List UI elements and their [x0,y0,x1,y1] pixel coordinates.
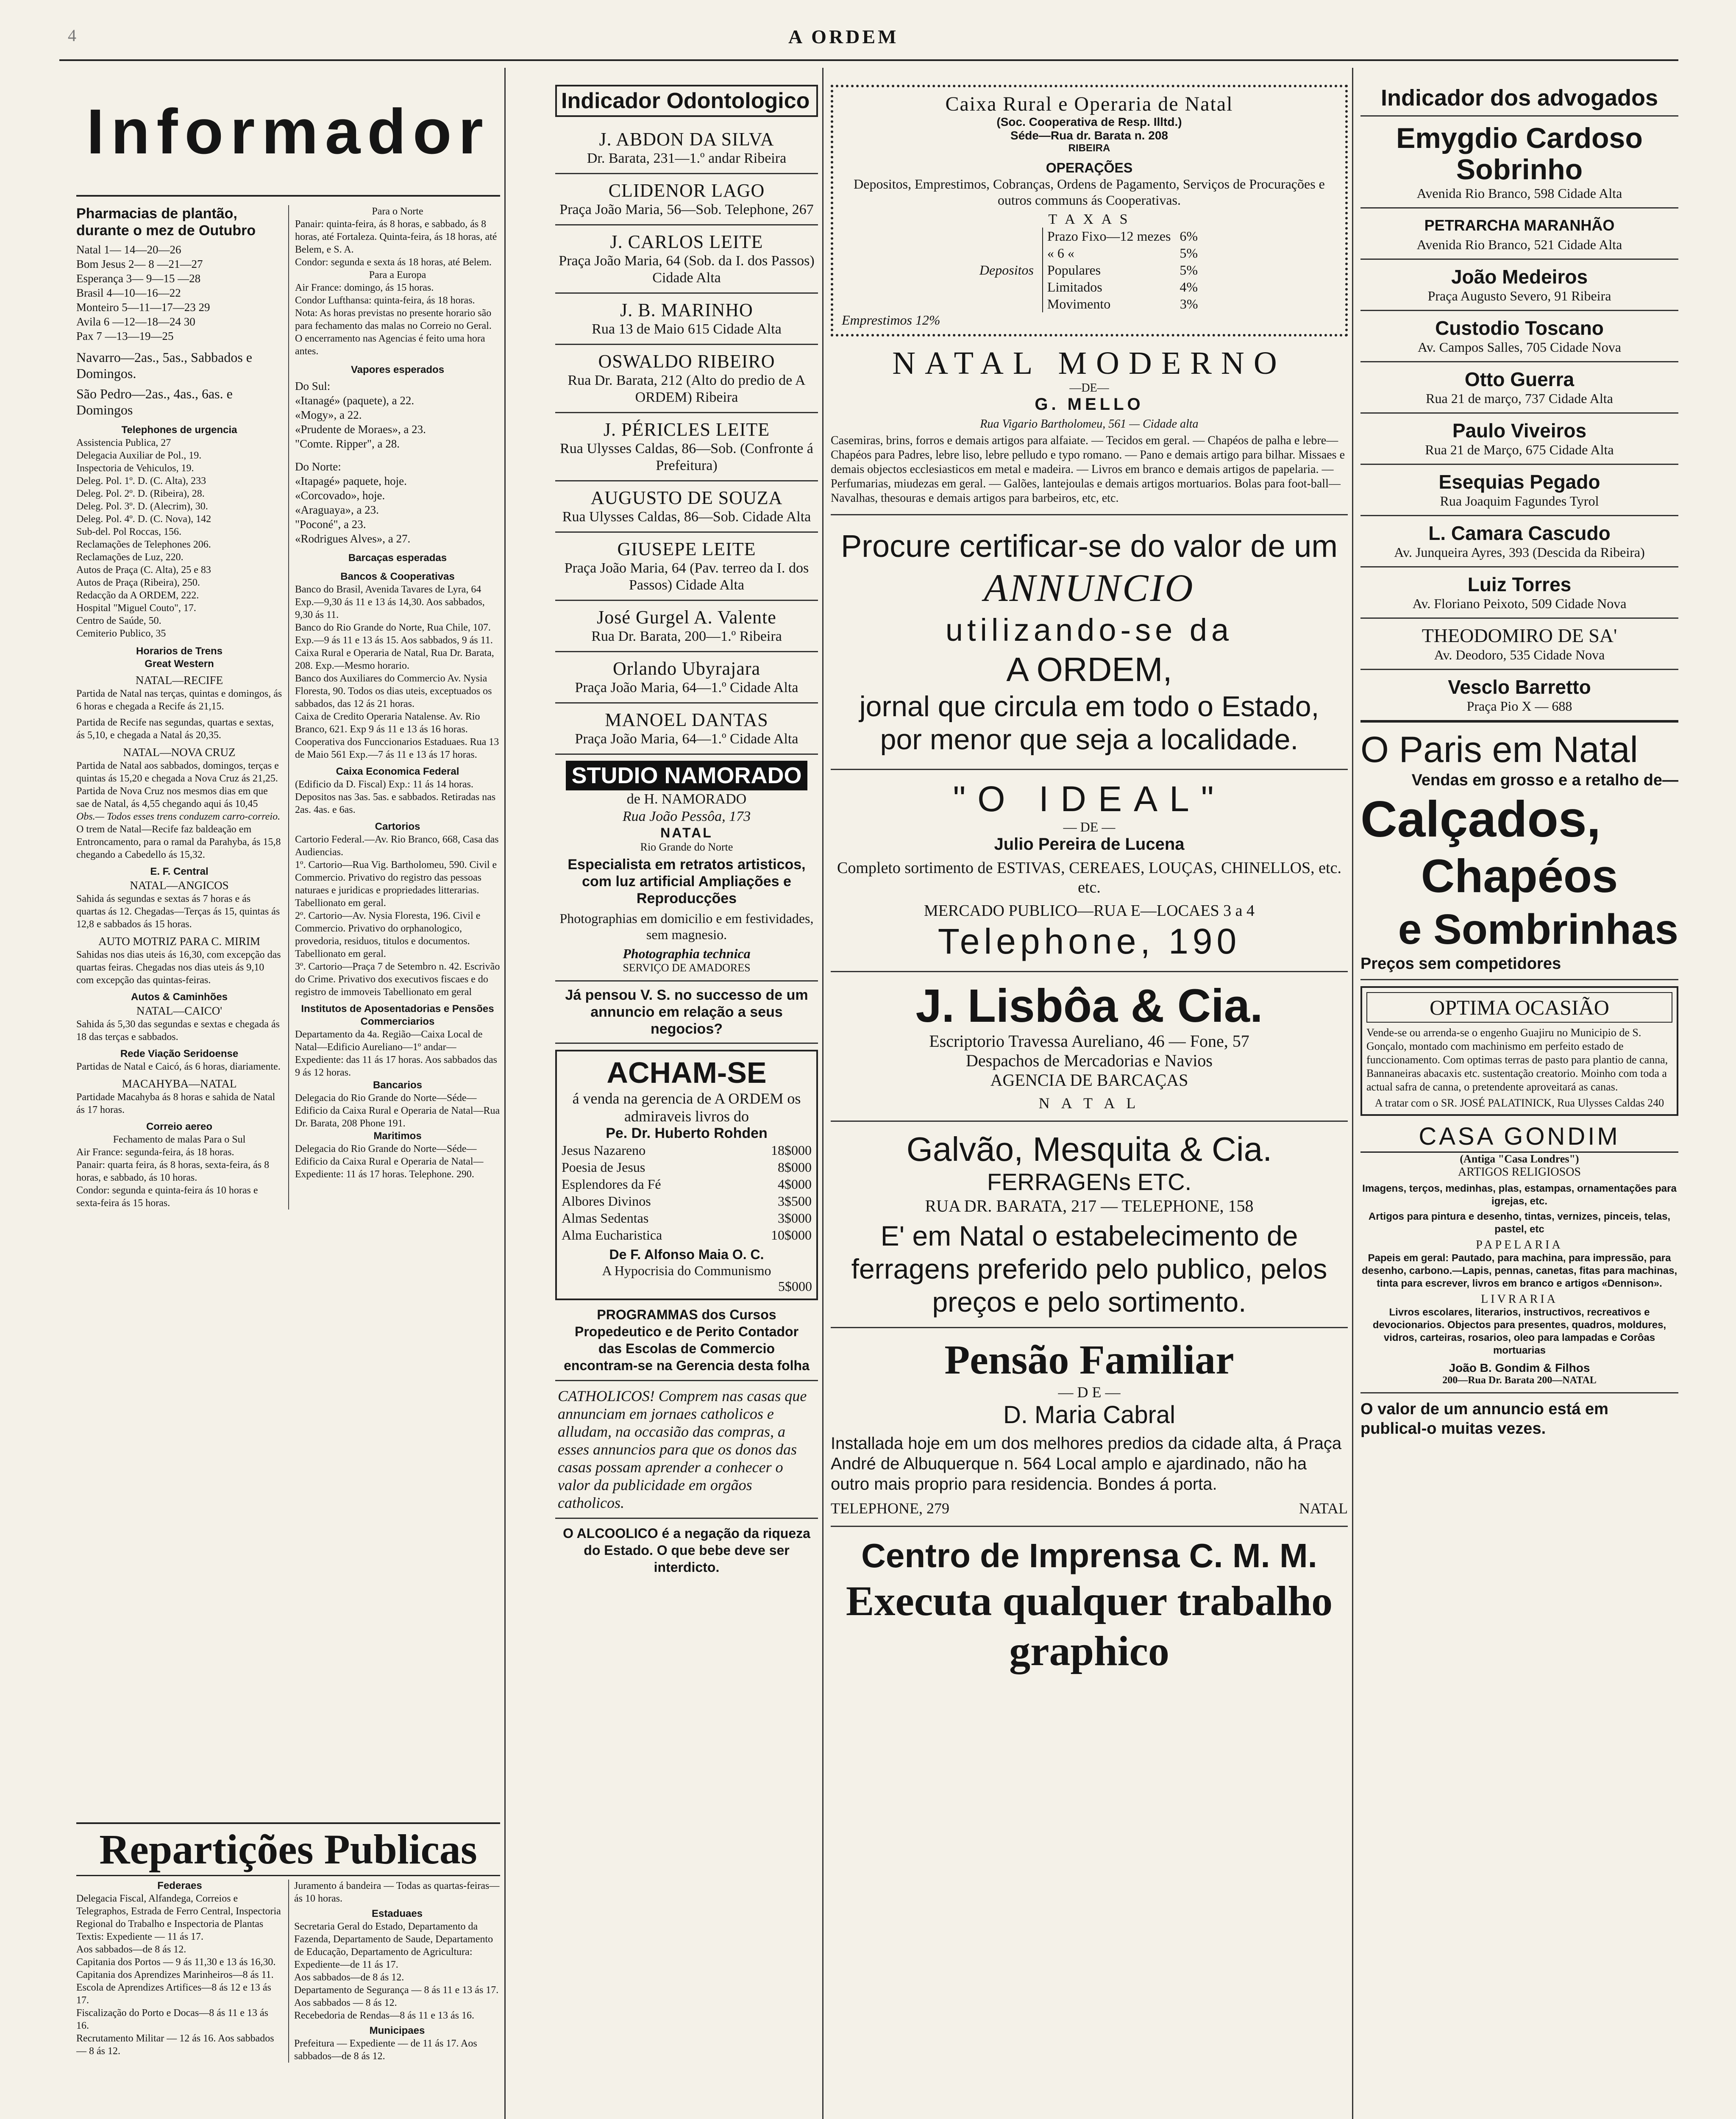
list-item: Natal 1— 14—20—26 [76,243,181,256]
list-item: «Prudente de Moraes», a 23. [295,423,426,436]
advogados-title: Indicador dos advogados [1380,85,1658,111]
telefones-list [76,437,282,640]
federaes-entry: Capitania dos Aprendizes Marinheiros—8 ás 11. [76,1969,274,1980]
ideal-address: MERCADO PUBLICO—RUA E—LOCAES 3 a 4 [924,902,1255,920]
advogado-entry: Esequias Pegado Rua Joaquim Fagundes Tyrol [1360,465,1678,516]
federaes-entry: Escola de Aprendizes Artifices—8 ás 12 e 13 ás 17. [76,1982,271,2006]
correio-line: Air France: segunda-feira, ás 18 horas. [76,1147,234,1158]
gondim-text3: Papeis em geral: Pautado, para machina, para impressão, para desenho, carbono.—Lapis, pennas, canetas, fitas para machinas, tinta para escrever, livros em branco e artigos «Dennison». [1361,1252,1678,1289]
optima-contact: A tratar com o SR. JOSÉ PALATINICK, Rua Ulysses Caldas 240 [1374,1097,1664,1109]
caixa-rural-ad [831,85,1348,336]
masthead [0,25,1736,51]
estaduaes-entry: Secretaria Geral do Estado, Departamento da Fazenda, Departamento de Saude, Departamento de Educação, Departamento de Agricultura: [294,1921,493,1958]
correio-title: Correio aereo [146,1121,213,1132]
successo-ad: Já pensou V. S. no successo de um annuncio em relação a seus negocios? [555,982,818,1044]
alcoolico-ad: O ALCOOLICO é a negação da riqueza do Estado. O que bebe deve ser interdicto. [563,1526,810,1575]
cartorio-entry: Cartorio Federal.—Av. Rio Branco, 668, Casa das Audiencias. [295,834,499,858]
centro-line1: Centro de Imprensa C. M. M. [861,1537,1317,1574]
studio-photos: Photographias em domicilio e em festividades, sem magnesio. [559,911,814,942]
federaes-entry: Capitania dos Portos — 9 ás 11,30 e 13 ás 16,30. [76,1957,276,1968]
acham-se-other-author: De F. Alfonso Maia O. C. [609,1247,764,1262]
pensao-city: NATAL [1299,1500,1348,1517]
paris-ad [1360,723,1678,980]
ideal-text: Completo sortimento de ESTIVAS, CEREAES, LOUÇAS, CHINELLOS, etc. etc. [837,859,1341,896]
valor-ad: O valor de um annuncio está em publical-o muitas vezes. [1360,1400,1608,1438]
table-row: Movimento 3% [1047,296,1198,311]
gondim-text1: Imagens, terços, medinhas, plas, estampas, ornamentações para igrejas, etc. [1362,1183,1677,1207]
dentist-entry: J. CARLOS LEITE Praça João Maria, 64 (Sob. da I. dos Passos) Cidade Alta [555,225,818,294]
list-item: "Comte. Ripper", a 28. [295,437,400,450]
dentist-entry: Orlando Ubyrajara Praça João Maria, 64—1.º Cidade Alta [555,652,818,704]
centro-ad [831,1527,1348,1685]
catholicos-ad: CATHOLICOS! Comprem nas casas que annunciam em jornaes catholicos e alludam, na occasião das compras, a esses annuncios para que os donos das casas possam aprender a conhecer o valor da publicidade em orgãos catholicos. [555,1381,818,1519]
acham-se-ad [555,1050,818,1300]
correio-line: Fechamento de malas Para o Sul [113,1134,246,1145]
table-row: Alma Eucharistica 10$000 [562,1227,812,1243]
municipaes-entry: Prefeitura — Expediente — de 11 ás 17. Aos sabbados—de 8 ás 12. [294,2038,477,2062]
list-item: Do Norte: [295,460,341,473]
column-divider [504,68,506,2119]
caixa-rural-depositos: Depositos [979,262,1034,278]
list-item: «Itapagé» paquete, hoje. [295,475,407,487]
advogado-entry: João Medeiros Praça Augusto Severo, 91 Ribeira [1360,260,1678,311]
advogado-entry: Custodio Toscano Av. Campos Salles, 705 Cidade Nova [1360,311,1678,362]
dentist-entry: J. PÉRICLES LEITE Rua Ulysses Caldas, 86—Sob. (Confronte á Prefeitura) [555,413,818,481]
list-item: Do Sul: [295,380,331,392]
great-western-title: Great Western [145,658,214,670]
federaes-entry: Fiscalização do Porto e Docas—8 ás 11 e 13 ás 16. [76,2008,268,2031]
studio-amadores: SERVIÇO DE AMADORES [623,962,751,974]
advogado-entry: L. Camara Cascudo Av. Junqueira Ayres, 393 (Descida da Ribeira) [1360,516,1678,567]
federaes-entry: Aos sabbados—de 8 ás 12. [76,1944,186,1955]
estaduaes-title: Estaduaes [371,1908,423,1919]
table-row: Esplendores da Fé 4$000 [562,1176,812,1192]
table-row: Almas Sedentas 3$000 [562,1210,812,1226]
pensao-owner: D. Maria Cabral [1003,1401,1176,1429]
advogado-entry: Paulo Viveiros Rua 21 de Março, 675 Cidade Alta [1360,414,1678,465]
lisboa-city: N A T A L [1038,1095,1140,1112]
table-row: Poesia de Jesus 8$000 [562,1160,812,1175]
procure-ad [831,515,1348,770]
estaduaes-entry: Expediente—de 11 ás 17. [294,1959,398,1970]
dentist-entry: GIUSEPE LEITE Praça João Maria, 64 (Pav. terreo da I. dos Passos) Cidade Alta [555,533,818,601]
col4 [831,85,1348,2119]
commerciarios-title: Commerciarios [360,1016,435,1027]
ideal-ad [831,770,1348,972]
pharmacias-list [76,242,282,343]
list-item: Redacção da A ORDEM, 222. [76,590,199,601]
barcacas-title: Barcaças esperadas [348,552,447,564]
macahyba-text: Partidade Macahyba ás 8 horas e sahida de Natal ás 17 horas. [76,1092,275,1115]
programmas-ad: PROGRAMMAS dos Cursos Propedeutico e de Perito Contador das Escolas de Commercio encontram-se na Gerencia desta folha [555,1300,818,1381]
dentist-entry: J. B. MARINHO Rua 13 de Maio 615 Cidade Alta [555,294,818,345]
ideal-de: — DE — [1063,819,1116,834]
banco-entry: Banco do Brasil, Avenida Tavares de Lyra, 64 Exp.—9,30 ás 11 e 13 ás 14,30. Aos sabbados, 9,30 ás 11. [295,584,485,620]
correio-norte-line: Nota: As horas previstas no presente horario são para fechamento das malas no Correio no Geral. O encerramento nas Agencias é feito uma hora antes. [295,308,492,357]
galvao-address: RUA DR. BARATA, 217 — TELEPHONE, 158 [925,1196,1254,1215]
route-text: Sahidas nos dias uteis ás 16,30, com excepção das quartas feiras. Chegadas nos dias uteis ás 9,10 com excepção das quintas-feiras. [76,949,281,986]
juramento-text: Juramento á bandeira — Todas as quartas-feiras—ás 10 horas. [294,1880,500,1904]
galvao-title: Galvão, Mesquita & Cia. [906,1130,1272,1168]
table-row: Jesus Nazareno 18$000 [562,1143,812,1158]
procure-ordem: A ORDEM, [1006,651,1172,688]
list-item: Monteiro 5—11—17—23 29 [76,301,210,314]
gondim-livraria: LIVRARIA [1481,1293,1558,1306]
list-item: Sub-del. Pol Roccas, 156. [76,526,181,537]
list-item: Bom Jesus 2— 8 —21—27 [76,258,203,270]
advogado-entry: Emygdio Cardoso Sobrinho Avenida Rio Branco, 598 Cidade Alta [1360,117,1678,209]
natal-moderno-address: Rua Vigario Bartholomeu, 561 — Cidade alta [980,417,1199,431]
galvao-ad [831,1122,1348,1328]
maritimos-title: Maritimos [373,1130,422,1142]
studio-title: STUDIO NAMORADO [566,761,808,790]
ideal-owner: Julio Pereira de Lucena [994,835,1185,854]
studio-specialty: Especialista em retratos artisticos, com luz artificial Ampliações e Reproducções [568,856,806,907]
ideal-title: "O IDEAL" [953,779,1226,819]
list-item: Pax 7 —13—19—25 [76,330,174,342]
gondim-title: CASA GONDIM [1360,1122,1678,1153]
procure-line2: utilizando-se da [945,612,1233,648]
caixa-rural-title: Caixa Rural e Operaria de Natal [945,93,1233,115]
galvao-text: E' em Natal o estabelecimento de ferragens preferido pelo publico, pelos preços e pelo sortimento. [851,1220,1327,1318]
list-item: Autos de Praça (C. Alta), 25 e 83 [76,565,211,576]
column-divider [822,68,823,2119]
list-item: «Rodrigues Alves», a 27. [295,532,411,545]
acham-se-other-price: 5$000 [778,1279,812,1294]
correio-norte-line: Para o Norte [372,206,423,217]
dentist-entry: CLIDENOR LAGO Praça João Maria, 56—Sob. Telephone, 267 [555,174,818,225]
studio-owner: de H. NAMORADO [626,791,747,807]
domingos-2: São Pedro—2as., 4as., 6as. e Domingos [76,386,233,417]
table-row: Populares 5% [1047,262,1198,278]
lisboa-address: Escriptorio Travessa Aureliano, 46 — Fone, 57 [929,1032,1249,1051]
correio-line: Panair: quarta feira, ás 8 horas, sexta-feira, ás 8 horas, e sabbado, ás 10 horas. [76,1160,270,1183]
procure-annuncio: ANNUNCIO [984,566,1195,609]
odontologico-title: Indicador Odontologico [561,89,810,113]
optima-title: OPTIMA OCASIÃO [1366,992,1672,1023]
advogado-entry: Vesclo Barretto Praça Pio X — 688 [1360,670,1678,723]
federaes-entry: Recrutamento Militar — 12 ás 16. Aos sabbados — 8 ás 12. [76,2033,274,2057]
pensao-ad [831,1328,1348,1527]
bancarios-text: Delegacia do Rio Grande do Norte—Séde—Edificio da Caixa Rural e Operaria de Natal—Rua Dr. Barata, 208 Phone 191. [295,1093,500,1129]
pensao-phone: TELEPHONE, 279 [831,1500,949,1517]
estaduaes-entry: Aos sabbados—de 8 ás 12. [294,1972,404,1983]
autos-title: Autos & Caminhões [131,991,228,1003]
vapores-sul [295,379,500,451]
odontologico-header [555,85,818,117]
correio-norte-line: Panair: quinta-feira, ás 8 horas, e sabbado, ás 8 horas, até Fortaleza. Quinta-feira, ás 18 horas, até Belem, e S. A. [295,219,497,255]
gondim-owner: João B. Gondim & Filhos [1449,1361,1590,1374]
dentist-entry: OSWALDO RIBEIRO Rua Dr. Barata, 212 (Alto do predio de A ORDEM) Ribeira [555,345,818,413]
taxas-table [1042,228,1199,312]
list-item: Hospital "Miguel Couto", 17. [76,603,196,614]
macahyba-title: MACAHYBA—NATAL [122,1077,237,1090]
route-text: Sahida ás segundas e sextas ás 7 horas e ás quartas ás 12. Chegadas—Terças ás 15, quintas ás 12,8 e sabbados ás 15 horas. [76,893,280,930]
paris-item: Chapéos [1421,850,1618,902]
acham-se-author: Pe. Dr. Huberto Rohden [606,1125,768,1141]
acham-se-title: ACHAM-SE [606,1056,767,1089]
list-item: «Itanagé» (paquete), a 22. [295,394,415,407]
natal-moderno-de: —DE— [1069,381,1109,395]
vapores-title: Vapores esperados [351,364,445,375]
municipaes-title: Municipaes [369,2025,425,2036]
dentist-entry: José Gurgel A. Valente Rua Dr. Barata, 200—1.º Ribeira [555,601,818,652]
vapores-norte [295,459,500,546]
col3 [555,85,818,2119]
advogado-entry: Otto Guerra Rua 21 de março, 737 Cidade Alta [1360,362,1678,414]
dentist-entry: AUGUSTO DE SOUZA Rua Ulysses Caldas, 86—Sob. Cidade Alta [555,481,818,533]
trens-title: Horarios de Trens [136,645,223,657]
paris-footer: Preços sem competidores [1360,955,1561,973]
banco-entry: Cooperativa dos Funccionarios Estaduaes. Rua 13 de Maio 561 Exp.—7 ás 11 e 13 ás 17 horas. [295,737,499,760]
studio-city: NATAL [660,825,713,840]
institutos-title: Institutos de Aposentadorias e Pensões [301,1003,494,1015]
list-item: Reclamações de Luz, 220. [76,552,184,563]
table-row: Prazo Fixo—12 mezes 6% [1047,228,1198,244]
galvao-sub: FERRAGENs ETC. [987,1168,1192,1195]
ideal-phone: Telephone, 190 [938,921,1241,961]
informador-section [76,68,500,1814]
cartorio-entry: 2º. Cartorio—Av. Nysia Floresta, 196. Civil e Commercio. Privativo do orphanologico, provedoria, residuos, titulos e documentos. Tabellionato em geral. [295,910,481,959]
caixa-rural-ops-title: OPERAÇÕES [1046,160,1133,175]
list-item: "Poconé", a 23. [295,518,366,531]
federaes-title: Federaes [157,1880,202,1891]
domingos-1: Navarro—2as., 5as., Sabbados e Domingos. [76,350,252,381]
table-row: Limitados 4% [1047,279,1198,295]
advogado-entry: Luiz Torres Av. Floriano Peixoto, 509 Cidade Nova [1360,567,1678,619]
caixa-rural-ribeira: RIBEIRA [1068,142,1110,154]
newspaper-title: A ORDEM [788,26,899,47]
route-text: O trem de Natal—Recife faz baldeação em Entroncamento, para o ramal da Parahyba, ás 15,8 chegando a Cabedello ás 15,32. [76,824,281,860]
books-table [561,1142,812,1243]
list-item: Esperança 3— 9—15 —28 [76,272,201,285]
procure-line3: jornal que circula em todo o Estado, por menor que seja a localidade. [859,690,1319,756]
caixa-rural-emprestimos: Emprestimos 12% [842,312,940,328]
acham-se-text: á venda na gerencia de A ORDEM os admiraveis livros do [572,1090,801,1125]
studio-ad [555,755,818,982]
paris-title: O Paris em Natal [1360,729,1638,770]
studio-phototech: Photographia technica [623,946,751,961]
gondim-addr: 200—Rua Dr. Barata 200—NATAL [1442,1375,1597,1386]
list-item: Centro de Saúde, 50. [76,615,161,626]
cartorios-title: Cartorios [375,821,420,832]
estaduaes-entry: Recebedoria de Rendas—8 ás 11 e 13 ás 16. [294,2010,474,2021]
lisboa-title: J. Lisbôa & Cia. [915,980,1263,1032]
studio-state: Rio Grande do Norte [640,841,733,853]
route-text: Partida de Natal nas terças, quintas e domingos, ás 6 horas e chegada a Recife ás 21,15. [76,688,282,712]
list-item: «Corcovado», hoje. [295,489,385,502]
paris-item: e Sombrinhas [1398,906,1678,953]
gondim-ad [1360,1116,1678,1393]
correio-norte-line: Condor: segunda e sexta ás 18 horas, até Belem. [295,257,492,268]
paris-sub: Vendas em grosso e a retalho de— [1411,771,1678,789]
list-item: «Araguaya», a 23. [295,503,379,516]
caixa-text: (Edificio da D. Fiscal) Exp.: 11 ás 14 horas. Depositos nas 3as. 5as. e sabbados. Retiradas nas 2as. 4as. e 6as. [295,779,496,815]
federaes-entry: Delegacia Fiscal, Alfandega, Correios e Telegraphos, Estrada de Ferro Central, Inspectoria Regional do Trabalho e Inspectoria de Plantas Textis: Expediente — 11 ás 17. [76,1893,281,1942]
table-row: Albores Divinos 3$500 [562,1193,812,1209]
gondim-papelaria: PAPELARIA [1476,1238,1563,1251]
gondim-sub2: ARTIGOS RELIGIOSOS [1458,1165,1581,1179]
list-item: Brasil 4—10—16—22 [76,286,181,299]
advogado-entry: PETRARCHA MARANHÃO Avenida Rio Branco, 521 Cidade Alta [1360,209,1678,260]
bancos-title: Bancos & Cooperativas [340,571,455,582]
route-title: NATAL—NOVA CRUZ [123,746,236,759]
banco-entry: Caixa de Credito Operaria Natalense. Av. Rio Branco, 621. Exp 9 ás 11 e 13 ás 16 horas. [295,711,480,735]
list-item: Deleg. Pol. 4º. D. (C. Nova), 142 [76,514,211,525]
list-item: Inspectoria de Vehiculos, 19. [76,463,194,474]
list-item: Deleg. Pol. 3º. D. (Alecrim), 30. [76,501,208,512]
page-number: 4 [68,26,76,45]
natal-moderno-text: Casemiras, brins, forros e demais artigos para alfaiate. — Tecidos em geral. — Chapéos de palha e lebre—Chapéos para Padres, lebre liso, lebre pelludo e typo romano. — Pano e demais artigo para bilhar. Missaes e demais objectos ecclesiasticos em metal e madeira. — Livros em branco e demais artigos de papelaria. — Perfumarias, miudezas em geral. — Galões, lantejoulas e demais artigos mortuarios. Bolas para foot-ball—Navalhas, thesouras e demais artigos para barbeiros, etc, etc. [831,434,1345,505]
acham-se-other-title: A Hypocrisia do Communismo [602,1263,771,1278]
bancarios-title: Bancarios [373,1079,423,1091]
pensao-text: Installada hoje em um dos melhores predios da cidade alta, á Praça André de Albuquerque n. 564 Local amplo e ajardinado, não ha outro mais proprio para residencia. Bondes á porta. [831,1434,1342,1493]
list-item: Avila 6 —12—18—24 30 [76,315,195,328]
caixa-rural-subtitle: (Soc. Cooperativa de Resp. Illtd.) [996,115,1182,128]
reparticoes-section [76,1822,500,2119]
gondim-text4: Livros escolares, literarios, instructivos, recreativos e devocionarios. Objectos para presentes, quadros, moldures, vidros, carteiras, rosarios, oleo para lampadas e Corôas mortuarias [1372,1307,1666,1356]
cartorio-entry: 3º. Cartorio—Praça 7 de Setembro n. 42. Escrivão do Crime. Privativo dos executivos fiscaes e do registro de immoveis Tabellionato em geral [295,961,500,998]
studio-address: Rua João Pessôa, 173 [622,809,751,824]
estaduaes-entry: Departamento de Segurança — 8 ás 11 e 13 ás 17. Aos sabbados — 8 ás 12. [294,1985,499,2008]
list-item: Autos de Praça (Ribeira), 250. [76,577,200,588]
list-item: Deleg. Pol. 2º. D. (Ribeira), 28. [76,488,205,499]
column-divider [1352,68,1353,2119]
route-text: Sahida ás 5,30 das segundas e sextas e chegada ás 18 das terças e sabbados. [76,1019,280,1043]
table-row: « 6 « 5% [1047,245,1198,261]
top-rule [59,59,1678,61]
dentist-entry: J. ABDON DA SILVA Dr. Barata, 231—1.º andar Ribeira [555,123,818,174]
lisboa-text: Despachos de Mercadorias e Navios [965,1051,1213,1070]
caixa-title: Caixa Economica Federal [336,766,459,777]
gondim-sub: (Antiga "Casa Londres") [1460,1153,1579,1165]
caixa-rural-taxas-title: T A X A S [1048,211,1130,227]
route-text: Obs.— Todos esses trens conduzem carro-correio. [76,811,281,822]
optima-text: Vende-se ou arrenda-se o engenho Guajiru no Municipio de S. Gonçalo, montado com machinismo em perfeito estado de funccionamento. Com optimas terras de pasto para plantio de canna, Bannaneiras abacaxis etc. sustentação creatorio. Moinho com toda a actual safra de canna, o pretendente aproveitará as canas. [1366,1026,1668,1093]
correio-norte-line: Air France: domingo, ás 15 horas. [295,282,434,293]
pensao-de: — D E — [1058,1384,1121,1401]
paris-item: Calçados, [1360,791,1601,848]
list-item: Assistencia Publica, 27 [76,437,171,448]
cartorio-entry: 1º. Cartorio—Rua Vig. Bartholomeu, 590. Civil e Commercio. Privativo do registro das pessoas naturaes e juridicas e propriedades litterarias. Tabellionato em geral. [295,859,497,909]
ef-central-title: E. F. Central [150,866,209,877]
banco-entry: Banco do Rio Grande do Norte, Rua Chile, 107. Exp.—9 ás 11 e 13 ás 15. Aos sabbados, 9 ás 11. [295,622,493,646]
procure-line1: Procure certificar-se do valor de um [840,528,1338,564]
route-title: AUTO MOTRIZ PARA C. MIRIM [98,935,260,948]
pharmacias-title: Pharmacias de plantão, durante o mez de Outubro [76,206,256,239]
banco-entry: Caixa Rural e Operaria de Natal, Rua Dr. Barata, 208. Exp.—Mesmo horario. [295,648,494,671]
commerciarios-text: Departamento da 4a. Região—Caixa Local de Natal—Edificio Aurelianо—1º andar—Expediente: das 11 ás 17 horas. Aos sabbados das 9 ás 12 horas. [295,1029,498,1078]
centro-line2: Executa qualquer trabalho graphico [846,1577,1333,1674]
telefones-title: Telephones de urgencia [121,424,237,436]
caixa-rural-ops: Depositos, Emprestimos, Cobranças, Ordens de Pagamento, Serviços de Procurações e outros communs ás Cooperativas. [854,176,1325,208]
correio-norte-line: Para a Europa [369,270,426,281]
correio-norte-line: Condor Lufthansa: quinta-feira, ás 18 horas. [295,295,475,306]
correio-line: Condor: segunda e quinta-feira ás 10 horas e sexta-feira ás 15 horas. [76,1185,258,1209]
dentist-entry: MANOEL DANTAS Praça João Maria, 64—1.º Cidade Alta [555,704,818,755]
list-item: «Mogy», a 22. [295,409,362,421]
rede-title: Rede Viação Seridoense [120,1048,239,1060]
informador-title: Informador [86,95,490,167]
route-text: Partida de Recife nas segundas, quartas e sextas, ás 5,10, e chegada a Natal ás 20,35. [76,717,274,741]
route-title: NATAL—CAICO' [136,1004,223,1017]
natal-moderno-ad [831,336,1348,515]
optima-ad [1360,986,1678,1116]
list-item: Delegacia Auxiliar de Pol., 19. [76,450,202,461]
lisboa-agency: AGENCIA DE BARCAÇAS [990,1071,1188,1090]
natal-moderno-title: NATAL MODERNO [892,345,1286,381]
gondim-text2: Artigos para pintura e desenho, tintas, vernizes, pinceis, telas, pastel, etc [1368,1211,1671,1235]
pensao-title: Pensão Familiar [944,1337,1234,1383]
route-text: Partida de Natal aos sabbados, domingos, terças e quintas ás 15,20 e chegada a Nova Cruz ás 21,25. Partida de Nova Cruz nos mesmos dias em que sae de Natal, ás 4,55 chegando aqui ás 10,45 [76,760,279,809]
route-title: NATAL—ANGICOS [130,879,229,892]
banco-entry: Banco dos Auxiliares do Commercio Av. Nysia Floresta, 90. Todos os dias uteis, exceptuados os sabbados, das 12 ás 21 horas. [295,673,492,709]
caixa-rural-sede: Séde—Rua dr. Barata n. 208 [1010,129,1168,142]
list-item: Cemiterio Publico, 35 [76,628,166,639]
lisboa-ad [831,972,1348,1122]
route-title: NATAL—RECIFE [135,674,223,687]
list-item: Deleg. Pol. 1º. D. (C. Alta), 233 [76,476,206,487]
advogados-header [1360,85,1678,117]
maritimos-text: Delegacia do Rio Grande do Norte—Séde—Edificio da Caixa Rural e Operaria de Natal—Expediente: 11 ás 17 horas. Telephone. 290. [295,1143,484,1180]
rede-text: Partidas de Natal e Caicó, ás 6 horas, diariamente. [76,1061,281,1072]
col5 [1360,85,1678,2119]
natal-moderno-owner: G. MELLO [1035,395,1144,414]
list-item: Reclamações de Telephones 206. [76,539,211,550]
reparticoes-title: Repartições Publicas [99,1826,477,1873]
advogado-entry: THEODOMIRO DE SA' Av. Deodoro, 535 Cidade Nova [1360,619,1678,670]
